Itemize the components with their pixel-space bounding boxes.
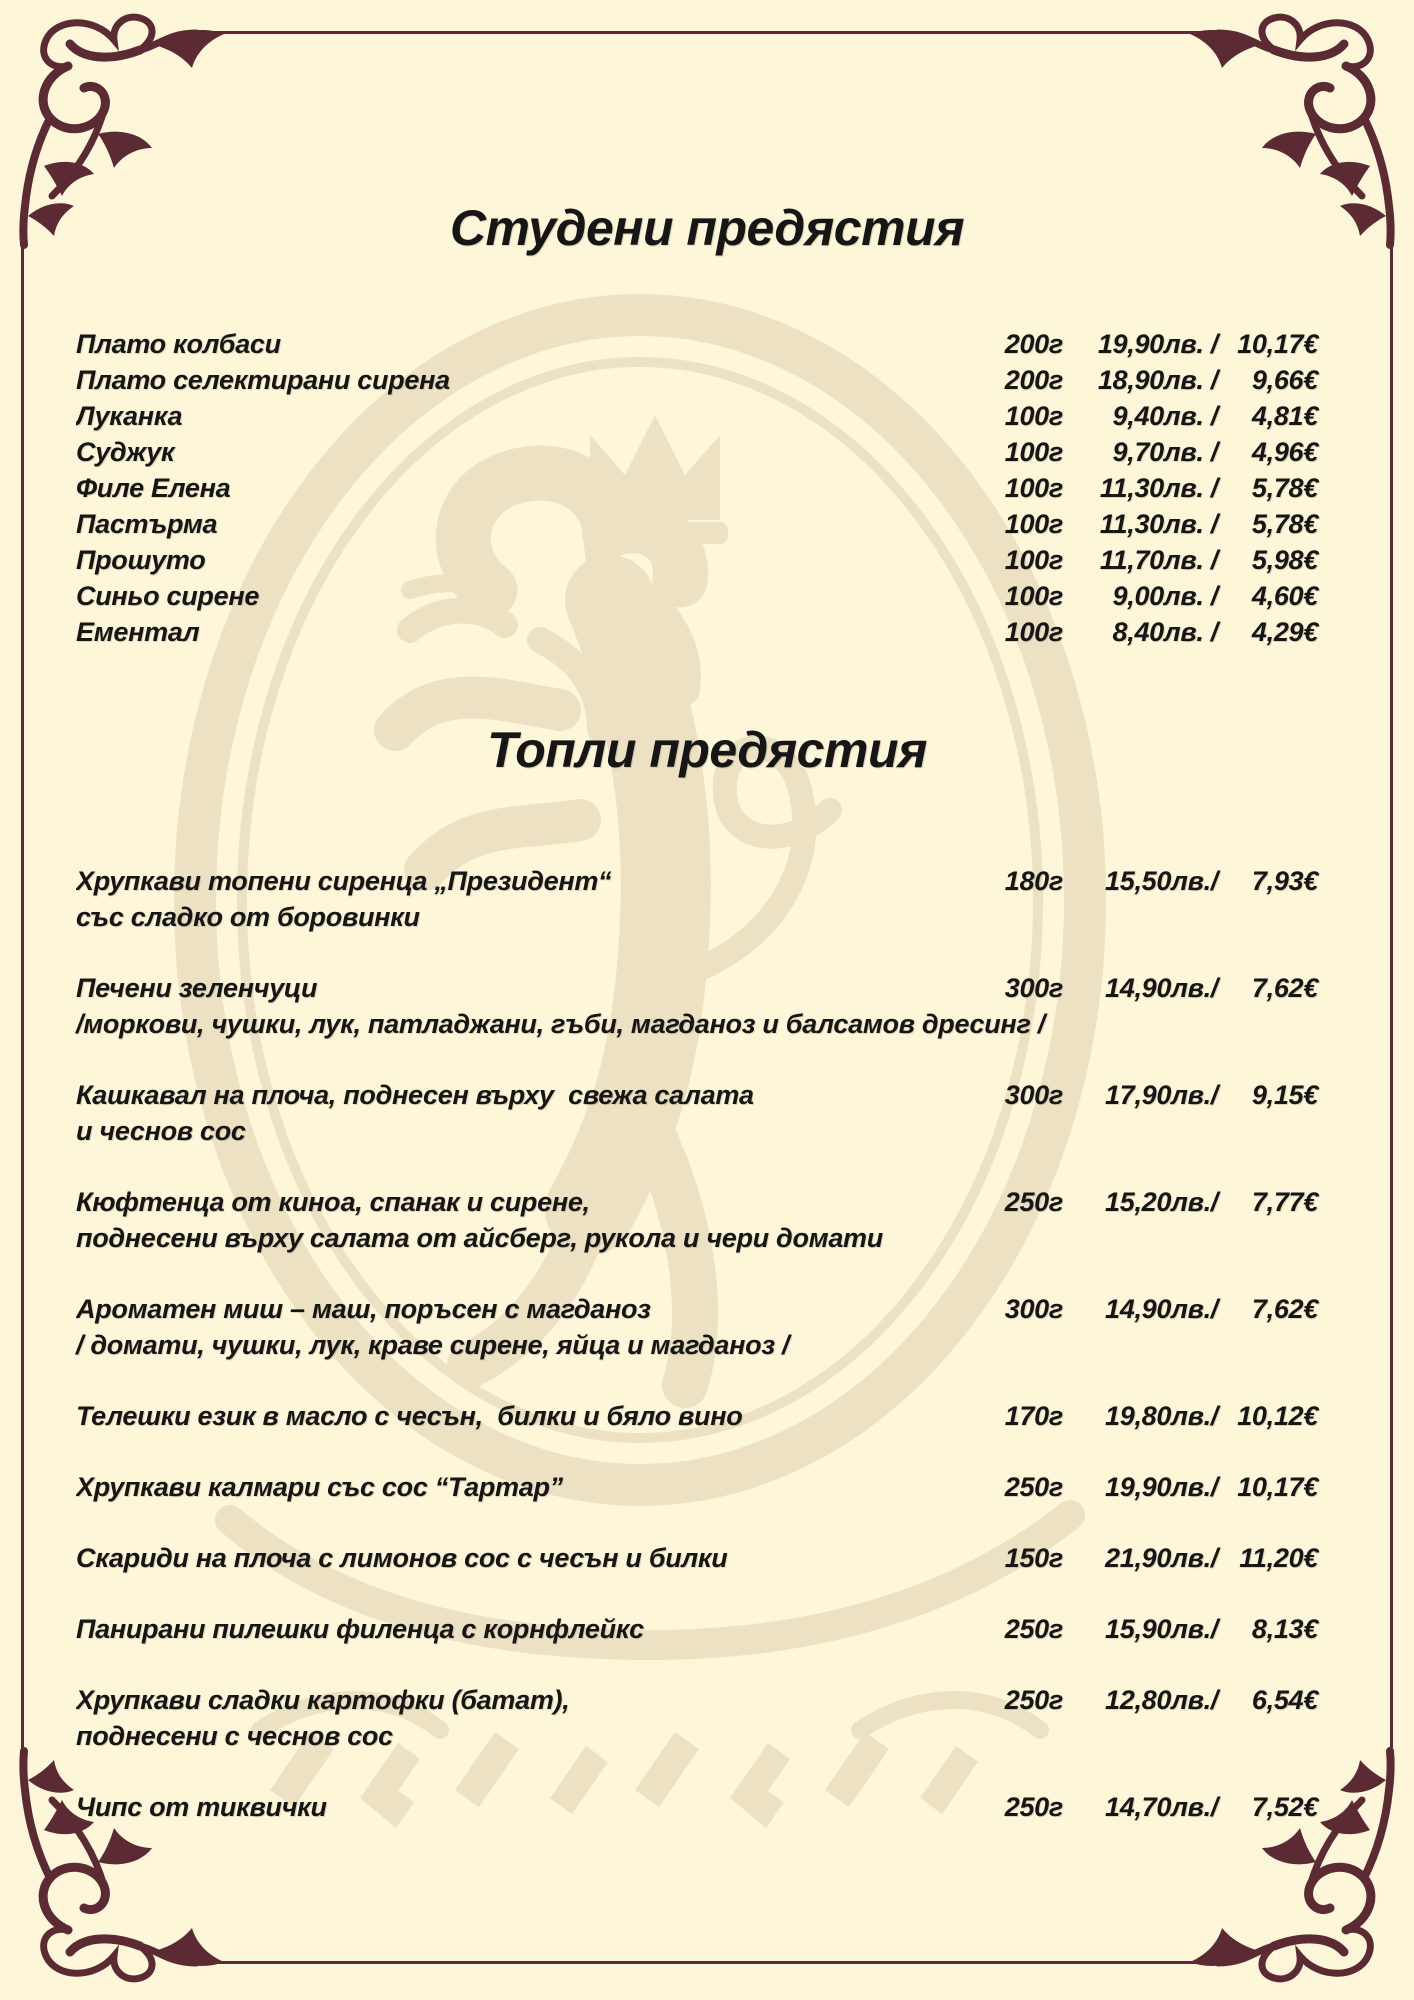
item-price-eur: 6,54€	[1251, 1685, 1318, 1715]
item-weight: 150г	[1004, 1543, 1063, 1573]
item-price-lv: 15,20лв./	[1105, 1187, 1218, 1217]
item-description: поднесени върху салата от айсберг, рукола и чери домати	[76, 1223, 883, 1253]
item-name: Прошуто	[76, 545, 206, 575]
item-price-eur: 7,62€	[1251, 973, 1318, 1003]
item-price-eur: 11,20€	[1239, 1543, 1318, 1573]
item-price-lv: 17,90лв./	[1105, 1080, 1218, 1110]
item-weight: 100г	[1004, 509, 1063, 539]
item-name: Чипс от тиквички	[76, 1792, 327, 1822]
item-price-eur: 5,78€	[1251, 509, 1318, 539]
item-price-eur: 10,17€	[1237, 329, 1318, 359]
item-name: Синьо сирене	[76, 581, 260, 611]
item-name: Кюфтенца от киноа, спанак и сирене,	[76, 1187, 590, 1217]
item-price-eur: 4,60€	[1251, 581, 1318, 611]
item-weight: 250г	[1004, 1685, 1063, 1715]
item-price-lv: 19,90лв./	[1105, 1472, 1218, 1502]
menu-item-line	[76, 542, 1318, 578]
item-price-lv: 19,80лв./	[1105, 1401, 1218, 1431]
menu-item-line	[76, 578, 1318, 614]
item-name: Скариди на плоча с лимонов сос с чесън и билки	[76, 1543, 728, 1573]
menu-item-row	[76, 1682, 1318, 1754]
item-price-lv: 12,80лв./	[1105, 1685, 1218, 1715]
item-description: и чеснов сос	[76, 1116, 246, 1146]
item-price-lv: 14,90лв./	[1105, 1294, 1218, 1324]
menu-item-row	[76, 970, 1318, 1042]
item-price-lv: 15,90лв./	[1105, 1614, 1218, 1644]
item-price-lv: 9,70лв. /	[1112, 437, 1218, 467]
menu-item-line	[76, 863, 1318, 899]
menu-item-line	[76, 1398, 1318, 1434]
item-price-lv: 15,50лв./	[1105, 866, 1218, 896]
item-weight: 100г	[1004, 617, 1063, 647]
menu-item-row	[76, 542, 1318, 578]
menu-item-line	[76, 470, 1318, 506]
item-name: Суджук	[76, 437, 175, 467]
item-weight: 100г	[1004, 581, 1063, 611]
menu-item-line	[76, 970, 1318, 1006]
menu-item-row	[76, 614, 1318, 650]
item-name: Хрупкави топени сиренца „Президент“	[76, 866, 612, 896]
item-description: със сладко от боровинки	[76, 902, 420, 932]
item-price-lv: 14,70лв./	[1105, 1792, 1218, 1822]
item-price-eur: 7,62€	[1251, 1294, 1318, 1324]
item-weight: 200г	[1004, 365, 1063, 395]
menu-item-row	[76, 1789, 1318, 1825]
item-weight: 300г	[1004, 1294, 1063, 1324]
menu-item-line	[76, 1469, 1318, 1505]
item-name: Кашкавал на плоча, поднесен върху свежа салата	[76, 1080, 754, 1110]
item-price-eur: 9,66€	[1251, 365, 1318, 395]
item-name: Телешки език в масло с чесън, билки и бяло вино	[76, 1401, 743, 1431]
item-price-lv: 11,30лв. /	[1099, 473, 1218, 503]
item-weight: 250г	[1004, 1614, 1063, 1644]
menu-item-line	[76, 1540, 1318, 1576]
item-price-lv: 9,40лв. /	[1112, 401, 1218, 431]
menu-item-row	[76, 470, 1318, 506]
item-weight: 300г	[1004, 973, 1063, 1003]
item-price-eur: 7,52€	[1251, 1792, 1318, 1822]
item-name: Филе Елена	[76, 473, 231, 503]
menu-item-row	[76, 863, 1318, 935]
item-price-lv: 21,90лв./	[1105, 1543, 1218, 1573]
menu-item-row	[76, 1398, 1318, 1434]
item-price-eur: 4,96€	[1251, 437, 1318, 467]
menu-item-line	[76, 506, 1318, 542]
item-price-eur: 4,81€	[1251, 401, 1318, 431]
item-price-eur: 9,15€	[1251, 1080, 1318, 1110]
cold-starters-list	[76, 326, 1318, 650]
menu-item-line	[76, 614, 1318, 650]
item-weight: 250г	[1004, 1792, 1063, 1822]
item-description: / домати, чушки, лук, краве сирене, яйца и магданоз /	[76, 1330, 790, 1360]
item-name: Плато селектирани сирена	[76, 365, 450, 395]
menu-item-row	[76, 1469, 1318, 1505]
item-description: /моркови, чушки, лук, патладжани, гъби, магданоз и балсамов дресинг /	[76, 1009, 1045, 1039]
menu-item-row	[76, 1611, 1318, 1647]
menu-item-row	[76, 1540, 1318, 1576]
item-price-eur: 8,13€	[1251, 1614, 1318, 1644]
menu-item-row	[76, 1077, 1318, 1149]
item-weight: 100г	[1004, 401, 1063, 431]
menu-item-row	[76, 1184, 1318, 1256]
item-price-lv: 14,90лв./	[1105, 973, 1218, 1003]
item-weight: 170г	[1004, 1401, 1063, 1431]
item-name: Ароматен миш – маш, поръсен с магданоз	[76, 1294, 651, 1324]
menu-item-line	[76, 1291, 1318, 1327]
item-price-eur: 4,29€	[1251, 617, 1318, 647]
hot-starters-list	[76, 863, 1318, 1860]
item-name: Хрупкави сладки картофки (батат),	[76, 1685, 570, 1715]
menu-item-row	[76, 326, 1318, 362]
item-price-eur: 7,93€	[1251, 866, 1318, 896]
item-price-lv: 19,90лв. /	[1097, 329, 1218, 359]
item-price-lv: 11,30лв. /	[1099, 509, 1218, 539]
item-name: Ементал	[76, 617, 200, 647]
item-price-lv: 9,00лв. /	[1112, 581, 1218, 611]
frame-line-top	[196, 31, 1218, 34]
item-weight: 250г	[1004, 1187, 1063, 1217]
item-weight: 100г	[1004, 545, 1063, 575]
menu-item-line	[76, 326, 1318, 362]
item-weight: 100г	[1004, 473, 1063, 503]
menu-item-row	[76, 1291, 1318, 1363]
item-name: Хрупкави калмари със сос “Тартар”	[76, 1472, 563, 1502]
menu-item-line	[76, 1682, 1318, 1718]
menu-item-line	[76, 1789, 1318, 1825]
menu-item-row	[76, 434, 1318, 470]
item-name: Панирани пилешки филенца с корнфлейкс	[76, 1614, 644, 1644]
item-price-eur: 10,12€	[1237, 1401, 1318, 1431]
section-title-cold-starters: Студени предястия	[449, 200, 965, 256]
menu-item-line	[76, 434, 1318, 470]
item-weight: 180г	[1004, 866, 1063, 896]
menu-item-line	[76, 1611, 1318, 1647]
menu-item-line	[76, 1184, 1318, 1220]
menu-item-row	[76, 578, 1318, 614]
frame-line-right	[1390, 245, 1393, 1748]
item-weight: 300г	[1004, 1080, 1063, 1110]
frame-line-left	[21, 245, 24, 1748]
item-price-lv: 18,90лв. /	[1097, 365, 1218, 395]
item-weight: 250г	[1004, 1472, 1063, 1502]
item-name: Пастърма	[76, 509, 218, 539]
item-weight: 200г	[1004, 329, 1063, 359]
item-name: Печени зеленчуци	[76, 973, 318, 1003]
item-price-eur: 7,77€	[1251, 1187, 1318, 1217]
menu-item-row	[76, 362, 1318, 398]
item-price-eur: 5,78€	[1251, 473, 1318, 503]
item-price-eur: 5,98€	[1251, 545, 1318, 575]
item-weight: 100г	[1004, 437, 1063, 467]
menu-item-line	[76, 1077, 1318, 1113]
item-description: поднесени с чеснов сос	[76, 1721, 393, 1751]
item-price-eur: 10,17€	[1237, 1472, 1318, 1502]
menu-item-row	[76, 506, 1318, 542]
item-name: Плато колбаси	[76, 329, 281, 359]
item-price-lv: 8,40лв. /	[1112, 617, 1218, 647]
section-title-hot-starters: Топли предястия	[487, 722, 927, 778]
item-price-lv: 11,70лв. /	[1099, 545, 1218, 575]
menu-item-line	[76, 362, 1318, 398]
frame-line-bottom	[196, 1961, 1218, 1964]
menu-item-row	[76, 398, 1318, 434]
menu-item-line	[76, 398, 1318, 434]
item-name: Луканка	[76, 401, 183, 431]
